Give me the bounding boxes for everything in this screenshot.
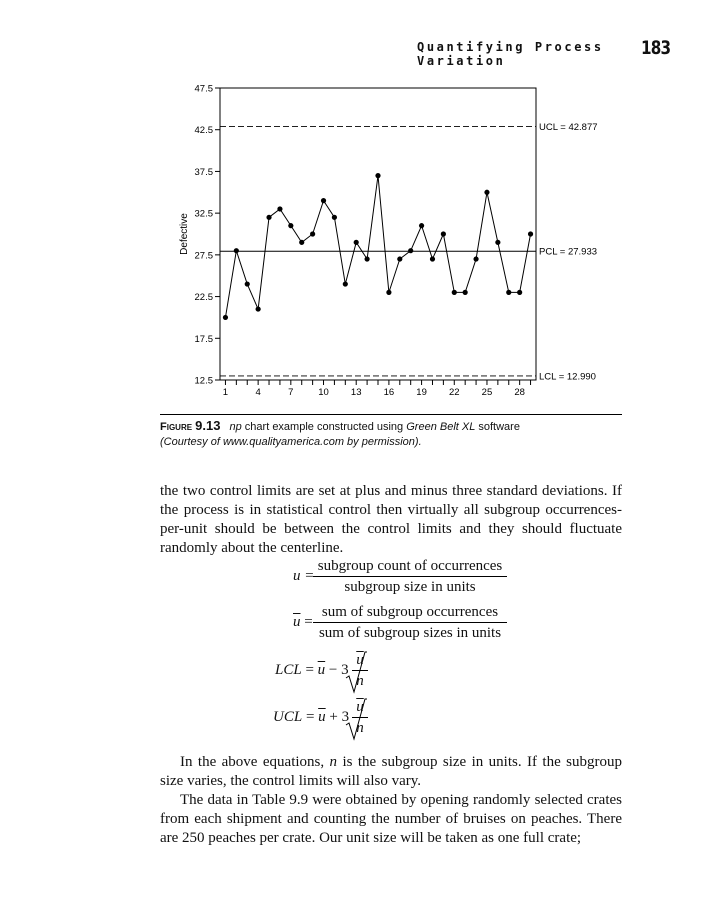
paragraph-2-n: n bbox=[329, 754, 338, 770]
paragraph-2-end: is the subgroup size in units. If the subgroup size varies, the control limits will also vary. bbox=[160, 754, 622, 789]
y-axis-label: Defective bbox=[179, 213, 190, 255]
x-tick-label: 22 bbox=[448, 387, 460, 398]
ucl-root-denominator: n bbox=[352, 717, 368, 737]
caption-label: Figure bbox=[160, 421, 193, 433]
data-point bbox=[430, 256, 435, 261]
paragraph-2-start: In the above equations, bbox=[180, 754, 330, 770]
data-point bbox=[245, 281, 250, 286]
ubar-numerator: sum of subgroup occurrences bbox=[321, 604, 499, 620]
data-point bbox=[397, 256, 402, 261]
paragraph-3: The data in Table 9.9 were obtained by opening randomly selected crates from each shipment and counting the number of bruises on peaches. There are 250 peaches per crate. Our unit size will be taken as one full crate; bbox=[160, 792, 622, 846]
data-point bbox=[277, 206, 282, 211]
equation-u-lhs bbox=[293, 568, 314, 585]
ucl-root-numerator: $\overline{u}$ bbox=[356, 699, 364, 715]
lcl-equals: = bbox=[301, 662, 318, 678]
ucl-symbol: UCL bbox=[273, 709, 303, 725]
series-line bbox=[225, 176, 530, 318]
u-numerator: subgroup count of occurrences bbox=[317, 558, 503, 574]
equation-u-fraction bbox=[313, 558, 507, 596]
np-chart bbox=[160, 80, 630, 410]
data-point bbox=[408, 248, 413, 253]
x-axis bbox=[223, 380, 531, 398]
ucl-root-fraction bbox=[352, 699, 368, 737]
data-point bbox=[288, 223, 293, 228]
y-tick-label: 22.5 bbox=[194, 292, 213, 304]
lcl-label: LCL = 12.990 bbox=[539, 371, 596, 383]
x-tick-label: 10 bbox=[318, 387, 329, 398]
y-tick-label: 42.5 bbox=[194, 125, 213, 137]
caption-number: 9.13 bbox=[195, 418, 221, 433]
data-point bbox=[375, 173, 380, 178]
x-tick-label: 4 bbox=[255, 387, 261, 398]
caption-software: Green Belt XL bbox=[406, 421, 476, 433]
data-point bbox=[419, 223, 424, 228]
figure-caption bbox=[160, 414, 622, 450]
data-point bbox=[463, 290, 468, 295]
data-point bbox=[506, 290, 511, 295]
ucl-label: UCL = 42.877 bbox=[539, 122, 598, 134]
u-denominator: subgroup size in units bbox=[313, 576, 507, 596]
running-header bbox=[395, 37, 675, 68]
y-tick-label: 47.5 bbox=[194, 83, 213, 95]
x-tick-label: 16 bbox=[383, 387, 395, 398]
data-point bbox=[310, 231, 315, 236]
data-point bbox=[386, 290, 391, 295]
y-tick-label: 37.5 bbox=[194, 166, 213, 178]
data-point bbox=[321, 198, 326, 203]
data-point bbox=[223, 315, 228, 320]
caption-credit: (Courtesy of www.qualityamerica.com by permission). bbox=[160, 436, 422, 448]
u-lhs: u = bbox=[293, 568, 315, 584]
caption-text: chart example constructed using bbox=[241, 421, 407, 433]
lcl-root-fraction bbox=[352, 652, 368, 690]
lcl-root-numerator: $\overline{u}$ bbox=[356, 652, 364, 668]
y-tick-label: 17.5 bbox=[194, 333, 213, 345]
lcl-ubar: $\overline{u}$ bbox=[317, 662, 326, 678]
ucl-ubar: $\overline{u}$ bbox=[318, 709, 326, 725]
paragraph-1: the two control limits are set at plus and minus three standard deviations. If the process is in statistical control then virtually all subgroup occurrences-per-unit should be between the control limits and they should fluctuate randomly about the centerline. bbox=[160, 483, 622, 556]
caption-text-end: software bbox=[475, 421, 520, 433]
x-tick-label: 1 bbox=[222, 387, 229, 398]
ucl-equals: = bbox=[302, 709, 319, 725]
data-point bbox=[332, 215, 337, 220]
lcl-operator: − 3 bbox=[325, 662, 349, 678]
running-title: Quantifying Process Variation bbox=[417, 40, 604, 68]
y-tick-label: 32.5 bbox=[194, 208, 213, 220]
data-point bbox=[266, 215, 271, 220]
data-point bbox=[452, 290, 457, 295]
data-point bbox=[495, 240, 500, 245]
data-point bbox=[354, 240, 359, 245]
caption-np: np bbox=[229, 421, 242, 433]
x-tick-label: 19 bbox=[416, 387, 427, 398]
data-series bbox=[223, 173, 533, 320]
data-point bbox=[484, 190, 489, 195]
pcl-label: PCL = 27.933 bbox=[539, 246, 598, 258]
lcl-root-denominator: n bbox=[352, 670, 368, 690]
data-point bbox=[528, 231, 533, 236]
lcl-symbol: LCL bbox=[275, 662, 302, 678]
paragraph-2 bbox=[160, 753, 622, 791]
x-tick-label: 25 bbox=[481, 387, 493, 398]
y-axis bbox=[195, 84, 221, 387]
ucl-operator: + 3 bbox=[325, 709, 350, 725]
page-number: 183 bbox=[641, 37, 671, 59]
y-tick-label: 12.5 bbox=[194, 375, 213, 387]
x-tick-label: 7 bbox=[288, 387, 294, 398]
data-point bbox=[299, 240, 304, 245]
x-tick-label: 13 bbox=[350, 387, 362, 398]
y-tick-label: 27.5 bbox=[194, 250, 213, 262]
data-point bbox=[256, 306, 261, 311]
ubar-symbol: $\overline{u}$ bbox=[293, 614, 301, 630]
equation-ucl bbox=[273, 709, 349, 726]
data-point bbox=[441, 231, 446, 236]
data-point bbox=[365, 256, 370, 261]
x-tick-label: 28 bbox=[514, 387, 525, 398]
data-point bbox=[234, 248, 239, 253]
data-point bbox=[343, 281, 348, 286]
ubar-denominator: sum of subgroup sizes in units bbox=[313, 622, 507, 642]
ubar-equals: = bbox=[300, 614, 313, 630]
equation-ubar-fraction bbox=[313, 604, 507, 642]
equation-ubar-lhs bbox=[293, 614, 313, 631]
data-point bbox=[473, 256, 478, 261]
data-point bbox=[517, 290, 522, 295]
equation-lcl bbox=[275, 662, 349, 679]
